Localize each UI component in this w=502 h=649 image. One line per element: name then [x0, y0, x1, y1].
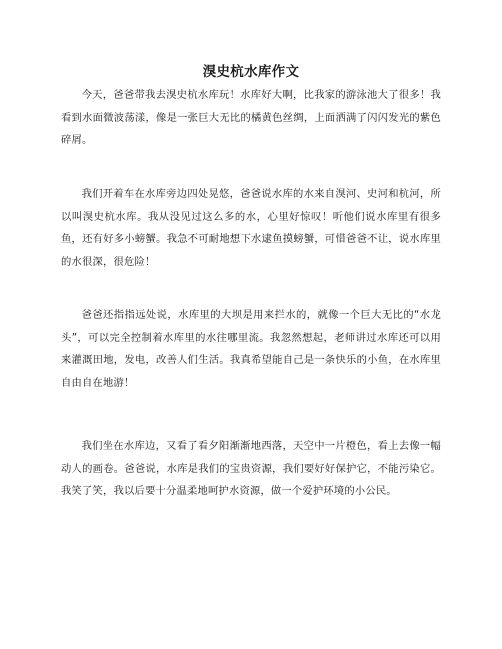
paragraph-2: 我们开着车在水库旁边四处晃悠，爸爸说水库的水来自湨河、史河和杭河，所以叫湨史杭水库。我从没见过这么多的水，心里好惊叹！听他们说水库里有很多鱼，还有好多小螃蟹。我急不可耐地想下水逮鱼摸螃蟹，可惜爸爸不让，说水库里的水很深，很危险！: [61, 188, 441, 268]
document-title: 湨史杭水库作文: [202, 64, 300, 80]
paragraph-4: 我们坐在水库边，又看了看夕阳渐渐地西落，天空中一片橙色，看上去像一幅动人的画卷。爸爸说，水库是我们的宝贵资源，我们要好好保护它，不能污染它。我笑了笑，我以后要十分温柔地呵护水资源，做一个爱护环境的小公民。: [61, 440, 441, 497]
paragraph-1: 今天，爸爸带我去湨史杭水库玩！水库好大啊，比我家的游泳池大了很多！我看到水面微波荡漾，像是一张巨大无比的橘黄色丝绸，上面洒满了闪闪发光的紫色碎屑。: [61, 89, 441, 146]
paragraph-3: 爸爸还指指远处说，水库里的大坝是用来拦水的，就像一个巨大无比的“水龙头”，可以完全控制着水库里的水往哪里流。我忽然想起，老师讲过水库还可以用来灌溉田地，发电，改善人们生活。我真希望能自己是一条快乐的小鱼，在水库里自由自在地游！: [61, 309, 441, 389]
